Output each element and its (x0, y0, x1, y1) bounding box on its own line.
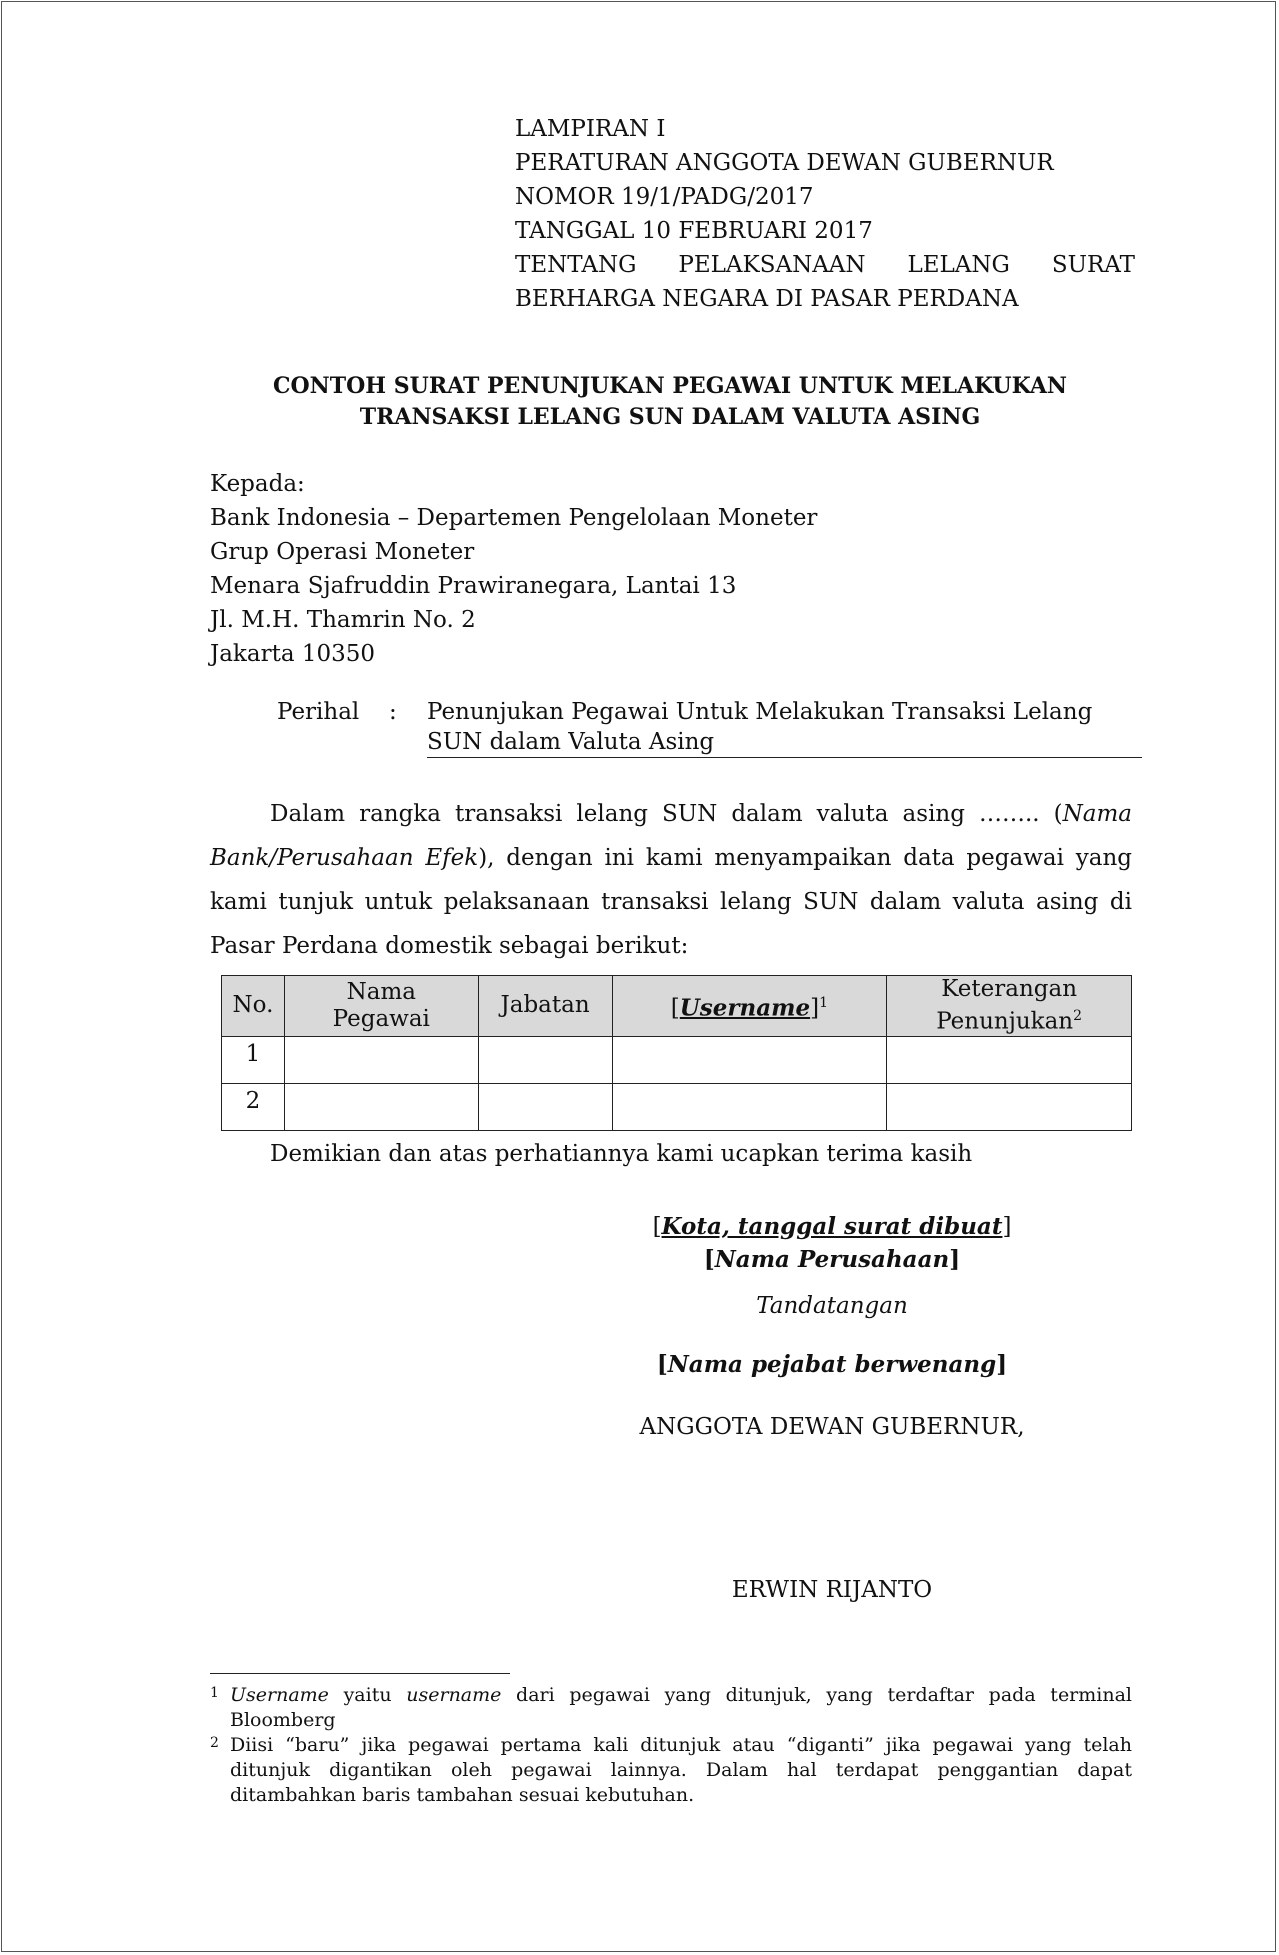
footnote-number: 1 (210, 1685, 219, 1701)
footnote-1 (210, 1683, 1132, 1733)
table-row (222, 1083, 1132, 1130)
header-line: TANGGAL 10 FEBRUARI 2017 (515, 218, 873, 244)
header-nama-pegawai (284, 976, 478, 1037)
official-placeholder: [Nama pejabat berwenang] (656, 1351, 1008, 1378)
address-line: Kepada: (210, 471, 305, 497)
row-number: 2 (222, 1083, 285, 1130)
footnote-text (230, 1683, 1132, 1733)
footnote-2 (210, 1733, 1132, 1808)
fn-text: dari pegawai yang ditunjuk, yang terdaftar pada terminal Bloomberg (230, 1684, 1133, 1731)
company-text: Nama Perusahaan (714, 1246, 950, 1273)
cell-nama (284, 1083, 478, 1130)
lampiran-header (515, 112, 1135, 316)
header-keterangan (887, 976, 1132, 1037)
closing-sentence: Demikian dan atas perhatiannya kami ucapkan terima kasih (270, 1141, 973, 1167)
header-nama-line: Pegawai (332, 1005, 430, 1032)
official-name: ERWIN RIJANTO (731, 1577, 933, 1603)
official-text: Nama pejabat berwenang (667, 1351, 997, 1378)
city-date-placeholder (562, 1212, 1102, 1242)
header-username (612, 976, 887, 1037)
table-header-row (222, 976, 1132, 1037)
perihal-subject (427, 697, 1142, 758)
header-no: No. (222, 976, 285, 1037)
perihal-label: Perihal (277, 699, 360, 725)
title-line: TRANSAKSI LELANG SUN DALAM VALUTA ASING (359, 404, 981, 430)
cell-username (612, 1036, 887, 1083)
fn-text: yaitu (328, 1684, 407, 1706)
address-line: Jakarta 10350 (210, 641, 376, 667)
header-ket-line: Keterangan (941, 976, 1078, 1002)
cell-jabatan (478, 1083, 612, 1130)
header-ket-text: Penunjukan (936, 1008, 1074, 1035)
city-date-text: Kota, tanggal surat dibuat (661, 1213, 1003, 1240)
paragraph-text-end: ), dengan ini kami menyampaikan data pegawai yang kami tunjuk untuk pelaksanaan transaksi lelang SUN dalam valuta asing di Pasar Perdana domestik sebagai berikut: (210, 845, 1133, 959)
header-line: PERATURAN ANGGOTA DEWAN GUBERNUR (515, 150, 1054, 176)
signature-placeholder (562, 1291, 1102, 1321)
body-paragraph (210, 792, 1132, 968)
company-placeholder: [Nama Perusahaan] (703, 1246, 961, 1273)
official-position: ANGGOTA DEWAN GUBERNUR, (639, 1414, 1025, 1440)
fn-italic: Username (230, 1684, 329, 1706)
address-line: Jl. M.H. Thamrin No. 2 (210, 607, 476, 633)
recipient-address (210, 467, 1110, 671)
footnote-number: 2 (210, 1735, 219, 1751)
header-nama-line: Nama (346, 978, 416, 1005)
bank-name-placeholder: Nama Bank/Perusahaan Efek (210, 801, 1132, 871)
header-line: NOMOR 19/1/PADG/2017 (515, 184, 814, 210)
cell-nama (284, 1036, 478, 1083)
footnote-text: Diisi “baru” jika pegawai pertama kali ditunjuk atau “diganti” jika pegawai yang telah ditunjuk digantikan oleh pegawai lainnya. Dalam hal terdapat penggantian dapat ditambahkan baris tambahan sesuai kebutuhan. (230, 1734, 1132, 1806)
bracket: ] (1002, 1214, 1012, 1240)
username-bracket: ] (810, 995, 820, 1022)
fn-italic: username (406, 1684, 502, 1706)
header-line: LAMPIRAN I (515, 116, 666, 142)
address-line: Bank Indonesia – Departemen Pengelolaan Moneter (210, 505, 818, 531)
cell-keterangan (887, 1036, 1132, 1083)
paragraph-text-start: Dalam rangka transaksi lelang SUN dalam valuta asing …….. ( (270, 801, 1063, 827)
cell-keterangan (887, 1083, 1132, 1130)
footnote-ref: 2 (1073, 1008, 1083, 1024)
username-bracket: [ (670, 995, 680, 1022)
header-jabatan: Jabatan (478, 976, 612, 1037)
address-line: Menara Sjafruddin Prawiranegara, Lantai 13 (210, 573, 737, 599)
cell-jabatan (478, 1036, 612, 1083)
header-line: BERHARGA NEGARA DI PASAR PERDANA (515, 286, 1019, 312)
footnote-separator (210, 1673, 510, 1674)
cell-username (612, 1083, 887, 1130)
address-line: Grup Operasi Moneter (210, 539, 475, 565)
title-line: CONTOH SURAT PENUNJUKAN PEGAWAI UNTUK MELAKUKAN (272, 373, 1067, 399)
header-ket-line (887, 1003, 1131, 1036)
signature-text: Tandatangan (756, 1293, 908, 1319)
employee-table (221, 975, 1132, 1131)
perihal-line: Penunjukan Pegawai Untuk Melakukan Transaksi Lelang (427, 699, 1093, 725)
footnote-ref: 1 (819, 994, 829, 1011)
bracket: [ (652, 1214, 662, 1240)
header-line: TENTANG PELAKSANAAN LELANG SURAT (515, 252, 1135, 278)
row-number: 1 (222, 1036, 285, 1083)
username-label: Username (679, 994, 811, 1022)
table-row (222, 1036, 1132, 1083)
perihal-colon: : (389, 699, 397, 725)
document-page (1, 1, 1276, 1952)
perihal-line: SUN dalam Valuta Asing (427, 729, 715, 755)
document-title (210, 371, 1130, 433)
